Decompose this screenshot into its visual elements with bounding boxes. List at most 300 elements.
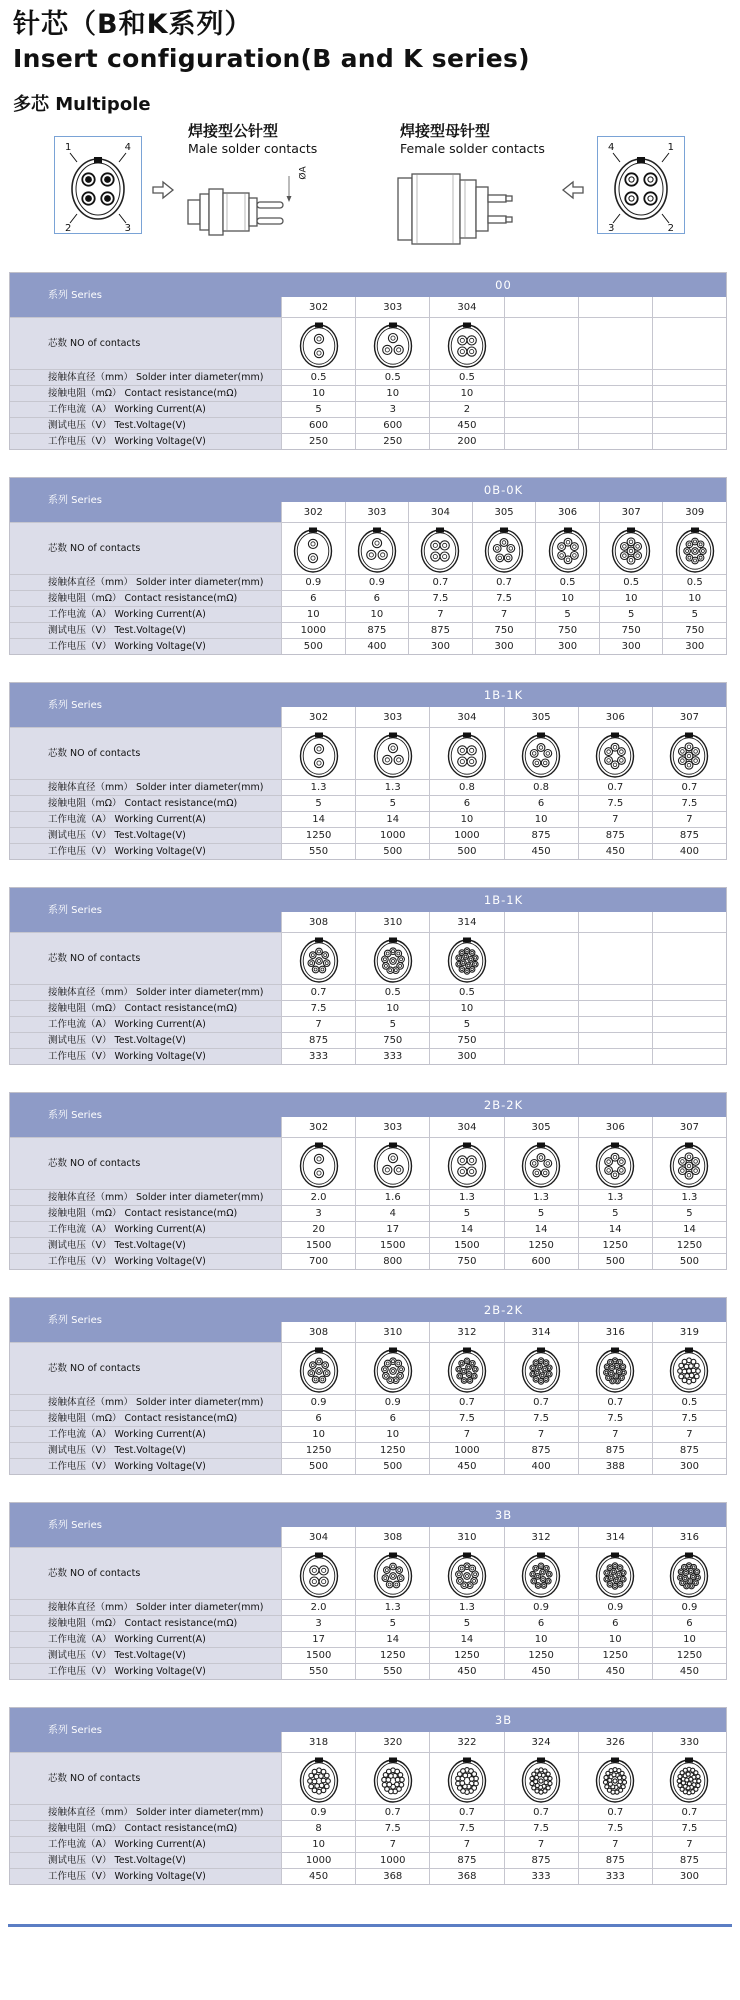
connector-face-cell xyxy=(652,728,726,779)
connector-face-icon xyxy=(298,730,340,778)
current-row xyxy=(10,1426,726,1442)
page-subtitle: 多芯 Multipole xyxy=(13,94,151,115)
test-voltage-row xyxy=(10,1032,726,1048)
value-cell: 333 xyxy=(504,1869,578,1884)
connector-face-cell xyxy=(504,318,578,369)
test-voltage-row xyxy=(10,417,726,433)
value-cell: 750 xyxy=(599,623,663,638)
value-cells xyxy=(281,844,726,859)
value-cell: 14 xyxy=(355,812,429,827)
value-cells xyxy=(281,386,726,401)
model-numbers-row xyxy=(281,297,726,317)
value-cell xyxy=(504,1017,578,1032)
connector-face-icon xyxy=(298,320,340,368)
series-row-label: 系列 Series xyxy=(10,1093,281,1137)
value-cell: 875 xyxy=(652,1443,726,1458)
value-cell: 2.0 xyxy=(281,1600,355,1615)
value-cell: 0.5 xyxy=(662,575,726,590)
value-cell: 14 xyxy=(652,1222,726,1237)
row-label: 工作电压（V） Working Voltage(V) xyxy=(10,1459,281,1474)
series-table xyxy=(9,1297,727,1475)
value-cell: 0.7 xyxy=(578,1805,652,1820)
value-cell: 10 xyxy=(429,812,503,827)
connector-face-icon xyxy=(520,730,562,778)
contacts-row xyxy=(10,932,726,984)
value-cell: 875 xyxy=(652,1853,726,1868)
model-number-cell: 305 xyxy=(472,502,536,522)
value-cell: 2.0 xyxy=(281,1190,355,1205)
value-cell xyxy=(652,1001,726,1016)
contacts-cells xyxy=(281,933,726,984)
value-cell: 10 xyxy=(355,386,429,401)
series-name: 3B xyxy=(281,1708,726,1732)
value-cell: 7 xyxy=(429,1427,503,1442)
contacts-row xyxy=(10,317,726,369)
connector-face-cell xyxy=(535,523,599,574)
model-number-cell: 314 xyxy=(504,1322,578,1342)
working-voltage-row xyxy=(10,843,726,859)
value-cell: 400 xyxy=(652,844,726,859)
connector-face-icon xyxy=(298,1140,340,1188)
working-voltage-row xyxy=(10,1048,726,1064)
connector-face-cell xyxy=(578,318,652,369)
contacts-row xyxy=(10,1342,726,1394)
value-cell: 0.9 xyxy=(281,1395,355,1410)
row-label: 接触体直径（mm） Solder inter diameter(mm) xyxy=(10,1600,281,1615)
model-numbers-row xyxy=(281,1732,726,1752)
row-label: 接触电阻（mΩ） Contact resistance(mΩ) xyxy=(10,1616,281,1631)
value-cell xyxy=(578,1033,652,1048)
value-cell: 6 xyxy=(578,1616,652,1631)
value-cells xyxy=(281,1049,726,1064)
working-voltage-row xyxy=(10,1253,726,1269)
diameter-row xyxy=(10,574,726,590)
model-number-cell: 310 xyxy=(429,1527,503,1547)
model-numbers-row xyxy=(281,1527,726,1547)
table-header-right xyxy=(281,1298,726,1342)
connector-face-cell xyxy=(652,1138,726,1189)
value-cell: 7.5 xyxy=(578,796,652,811)
value-cell: 3 xyxy=(281,1616,355,1631)
model-number-cell: 312 xyxy=(429,1322,503,1342)
connector-face-icon xyxy=(520,1140,562,1188)
value-cell: 7 xyxy=(408,607,472,622)
model-number-cell: 303 xyxy=(355,1117,429,1137)
connector-face-cell xyxy=(578,728,652,779)
value-cell: 875 xyxy=(578,1443,652,1458)
value-cells xyxy=(281,370,726,385)
model-numbers-row xyxy=(281,1322,726,1342)
connector-face-icon xyxy=(446,1755,488,1803)
resistance-row xyxy=(10,385,726,401)
value-cell: 875 xyxy=(652,828,726,843)
female-face-box xyxy=(597,136,685,234)
value-cell xyxy=(652,402,726,417)
value-cell: 875 xyxy=(281,1033,355,1048)
connector-face-cell xyxy=(504,1343,578,1394)
test-voltage-row xyxy=(10,1647,726,1663)
model-number-cell: 312 xyxy=(504,1527,578,1547)
model-number-cell: 302 xyxy=(281,707,355,727)
row-label: 工作电压（V） Working Voltage(V) xyxy=(10,1664,281,1679)
value-cell: 875 xyxy=(578,1853,652,1868)
connector-face-icon xyxy=(372,1140,414,1188)
value-cells xyxy=(281,607,726,622)
contacts-row xyxy=(10,522,726,574)
connector-face-cell xyxy=(652,1548,726,1599)
value-cell xyxy=(578,386,652,401)
connector-face-icon xyxy=(372,320,414,368)
value-cell: 1000 xyxy=(429,828,503,843)
value-cell: 1500 xyxy=(355,1238,429,1253)
value-cell: 7.5 xyxy=(429,1411,503,1426)
row-label: 接触体直径（mm） Solder inter diameter(mm) xyxy=(10,780,281,795)
row-label: 接触电阻（mΩ） Contact resistance(mΩ) xyxy=(10,1411,281,1426)
current-row xyxy=(10,1221,726,1237)
value-cell: 300 xyxy=(535,639,599,654)
value-cell: 1250 xyxy=(429,1648,503,1663)
row-label: 接触体直径（mm） Solder inter diameter(mm) xyxy=(10,370,281,385)
value-cell: 450 xyxy=(504,1664,578,1679)
value-cell: 1000 xyxy=(355,828,429,843)
value-cell: 0.7 xyxy=(429,1395,503,1410)
resistance-row xyxy=(10,795,726,811)
value-cell: 450 xyxy=(281,1869,355,1884)
table-header xyxy=(10,1708,726,1752)
diameter-row xyxy=(10,779,726,795)
value-cells xyxy=(281,1459,726,1474)
value-cell: 400 xyxy=(345,639,409,654)
connector-face-cell xyxy=(652,1753,726,1804)
contacts-cells xyxy=(281,1138,726,1189)
value-cell: 10 xyxy=(281,1837,355,1852)
row-label: 测试电压（V） Test.Voltage(V) xyxy=(10,1238,281,1253)
model-number-cell: 304 xyxy=(429,707,503,727)
value-cell: 6 xyxy=(652,1616,726,1631)
diameter-row xyxy=(10,1599,726,1615)
test-voltage-row xyxy=(10,827,726,843)
contacts-cells xyxy=(281,1343,726,1394)
value-cell: 1500 xyxy=(429,1238,503,1253)
resistance-row xyxy=(10,1615,726,1631)
value-cell: 0.9 xyxy=(652,1600,726,1615)
value-cell: 10 xyxy=(345,607,409,622)
value-cell xyxy=(652,386,726,401)
connector-face-icon xyxy=(446,1345,488,1393)
connector-face-icon xyxy=(594,1755,636,1803)
connector-face-cell xyxy=(504,728,578,779)
table-header xyxy=(10,478,726,522)
series-name: 0B-0K xyxy=(281,478,726,502)
value-cell: 10 xyxy=(504,812,578,827)
contacts-row-label: 芯数 NO of contacts xyxy=(10,1753,281,1804)
row-label: 接触体直径（mm） Solder inter diameter(mm) xyxy=(10,1395,281,1410)
model-number-cell: 306 xyxy=(578,707,652,727)
value-cell: 10 xyxy=(281,607,345,622)
series-table xyxy=(9,477,727,655)
svg-text:4: 4 xyxy=(124,142,131,153)
value-cell: 17 xyxy=(355,1222,429,1237)
series-row-label: 系列 Series xyxy=(10,888,281,932)
model-number-cell: 303 xyxy=(345,502,409,522)
connector-face-cell xyxy=(504,1548,578,1599)
connector-face-icon xyxy=(372,935,414,983)
value-cell: 750 xyxy=(535,623,599,638)
model-number-cell: 314 xyxy=(429,912,503,932)
value-cell: 7 xyxy=(578,1427,652,1442)
value-cell: 0.9 xyxy=(578,1600,652,1615)
connector-face-cell xyxy=(355,318,429,369)
value-cell: 450 xyxy=(429,1664,503,1679)
resistance-row xyxy=(10,590,726,606)
value-cell: 1.3 xyxy=(652,1190,726,1205)
series-table xyxy=(9,1502,727,1680)
series-row-label: 系列 Series xyxy=(10,273,281,317)
model-number-cell: 304 xyxy=(429,1117,503,1137)
value-cells xyxy=(281,639,726,654)
connector-face-cell xyxy=(652,318,726,369)
value-cell: 7 xyxy=(472,607,536,622)
value-cell: 0.8 xyxy=(429,780,503,795)
table-header xyxy=(10,1503,726,1547)
connector-face-icon xyxy=(292,525,334,573)
connector-face-cell xyxy=(355,1343,429,1394)
connector-face-icon xyxy=(594,1550,636,1598)
row-label: 测试电压（V） Test.Voltage(V) xyxy=(10,828,281,843)
row-label: 接触体直径（mm） Solder inter diameter(mm) xyxy=(10,575,281,590)
value-cells xyxy=(281,812,726,827)
row-label: 接触体直径（mm） Solder inter diameter(mm) xyxy=(10,1805,281,1820)
value-cell: 300 xyxy=(652,1459,726,1474)
value-cell: 1.3 xyxy=(355,1600,429,1615)
contacts-cells xyxy=(281,523,726,574)
value-cell: 5 xyxy=(599,607,663,622)
row-label: 工作电流（A） Working Current(A) xyxy=(10,1837,281,1852)
value-cells xyxy=(281,1427,726,1442)
value-cell: 0.5 xyxy=(652,1395,726,1410)
value-cell: 0.7 xyxy=(355,1805,429,1820)
svg-text:2: 2 xyxy=(667,223,674,233)
value-cell: 0.7 xyxy=(281,985,355,1000)
value-cell: 500 xyxy=(652,1254,726,1269)
current-row xyxy=(10,1631,726,1647)
value-cell xyxy=(504,418,578,433)
value-cell: 1000 xyxy=(281,623,345,638)
value-cell xyxy=(578,1001,652,1016)
value-cells xyxy=(281,1821,726,1836)
row-label: 工作电流（A） Working Current(A) xyxy=(10,1017,281,1032)
value-cell: 7.5 xyxy=(652,1821,726,1836)
value-cell: 200 xyxy=(429,434,503,449)
value-cell xyxy=(652,1033,726,1048)
diameter-row xyxy=(10,1189,726,1205)
value-cell: 1250 xyxy=(504,1238,578,1253)
value-cell: 0.8 xyxy=(504,780,578,795)
value-cell: 1250 xyxy=(578,1238,652,1253)
value-cell: 7 xyxy=(504,1837,578,1852)
table-header xyxy=(10,273,726,317)
value-cell: 750 xyxy=(429,1033,503,1048)
model-number-cell: 314 xyxy=(578,1527,652,1547)
connector-face-icon xyxy=(446,1140,488,1188)
series-name: 00 xyxy=(281,273,726,297)
value-cells xyxy=(281,1206,726,1221)
connector-face-icon xyxy=(372,1755,414,1803)
value-cell: 300 xyxy=(472,639,536,654)
value-cells xyxy=(281,1222,726,1237)
table-header-right xyxy=(281,1708,726,1752)
model-number-cell xyxy=(578,297,652,317)
connector-face-icon xyxy=(298,935,340,983)
value-cell: 450 xyxy=(652,1664,726,1679)
model-number-cell: 330 xyxy=(652,1732,726,1752)
row-label: 接触电阻（mΩ） Contact resistance(mΩ) xyxy=(10,591,281,606)
value-cells xyxy=(281,418,726,433)
connector-face-cell xyxy=(429,933,503,984)
contacts-row xyxy=(10,1137,726,1189)
value-cell xyxy=(578,370,652,385)
working-voltage-row xyxy=(10,638,726,654)
connector-face-cell xyxy=(504,1138,578,1189)
value-cell: 14 xyxy=(578,1222,652,1237)
model-number-cell xyxy=(652,297,726,317)
value-cell: 875 xyxy=(504,1853,578,1868)
female-label-en: Female solder contacts xyxy=(400,141,545,156)
value-cell: 550 xyxy=(281,844,355,859)
connector-face-icon xyxy=(520,1550,562,1598)
value-cells xyxy=(281,1411,726,1426)
value-cell: 7.5 xyxy=(355,1821,429,1836)
connector-face-cell xyxy=(578,1753,652,1804)
male-label-en: Male solder contacts xyxy=(188,141,318,156)
connector-face-cell xyxy=(281,933,355,984)
table-header-right xyxy=(281,273,726,317)
value-cell: 0.7 xyxy=(504,1805,578,1820)
row-label: 工作电流（A） Working Current(A) xyxy=(10,402,281,417)
value-cells xyxy=(281,796,726,811)
value-cells xyxy=(281,1853,726,1868)
connector-face-cell xyxy=(599,523,663,574)
value-cell: 8 xyxy=(281,1821,355,1836)
value-cell: 1.3 xyxy=(429,1600,503,1615)
value-cell xyxy=(652,1017,726,1032)
value-cell: 0.9 xyxy=(355,1395,429,1410)
series-name: 1B-1K xyxy=(281,683,726,707)
value-cells xyxy=(281,1238,726,1253)
connector-face-icon xyxy=(446,730,488,778)
value-cells xyxy=(281,1869,726,1884)
value-cell: 10 xyxy=(281,386,355,401)
value-cell: 7 xyxy=(578,812,652,827)
series-name: 3B xyxy=(281,1503,726,1527)
connector-face-icon xyxy=(674,525,716,573)
current-row xyxy=(10,606,726,622)
value-cell: 450 xyxy=(578,844,652,859)
value-cell: 1500 xyxy=(281,1238,355,1253)
contacts-row xyxy=(10,1752,726,1804)
connector-face-icon xyxy=(594,730,636,778)
row-label: 测试电压（V） Test.Voltage(V) xyxy=(10,623,281,638)
value-cell: 2 xyxy=(429,402,503,417)
model-number-cell: 305 xyxy=(504,707,578,727)
value-cell: 0.5 xyxy=(355,370,429,385)
connector-face-cell xyxy=(355,728,429,779)
svg-text:1: 1 xyxy=(667,142,674,153)
value-cell: 1.3 xyxy=(355,780,429,795)
value-cell: 5 xyxy=(281,796,355,811)
value-cell: 1000 xyxy=(355,1853,429,1868)
value-cell xyxy=(504,386,578,401)
value-cell: 5 xyxy=(281,402,355,417)
value-cell: 300 xyxy=(662,639,726,654)
value-cell: 14 xyxy=(429,1222,503,1237)
value-cell: 7.5 xyxy=(429,1821,503,1836)
value-cell: 7 xyxy=(652,812,726,827)
value-cell: 10 xyxy=(429,386,503,401)
row-label: 工作电压（V） Working Voltage(V) xyxy=(10,1869,281,1884)
value-cell: 14 xyxy=(429,1632,503,1647)
value-cell: 5 xyxy=(662,607,726,622)
value-cells xyxy=(281,780,726,795)
value-cell: 6 xyxy=(281,591,345,606)
value-cell: 5 xyxy=(652,1206,726,1221)
value-cell: 7 xyxy=(429,1837,503,1852)
value-cell: 300 xyxy=(429,1049,503,1064)
connector-face-icon xyxy=(520,1345,562,1393)
value-cell: 800 xyxy=(355,1254,429,1269)
female-face-icon xyxy=(598,137,684,233)
connector-face-icon xyxy=(594,1140,636,1188)
value-cell: 4 xyxy=(355,1206,429,1221)
value-cells xyxy=(281,828,726,843)
model-number-cell: 303 xyxy=(355,297,429,317)
value-cell: 500 xyxy=(578,1254,652,1269)
model-number-cell: 304 xyxy=(281,1527,355,1547)
working-voltage-row xyxy=(10,1663,726,1679)
connector-face-cell xyxy=(281,728,355,779)
value-cell: 368 xyxy=(429,1869,503,1884)
value-cell: 5 xyxy=(578,1206,652,1221)
value-cell: 10 xyxy=(355,1427,429,1442)
value-cells xyxy=(281,1395,726,1410)
test-voltage-row xyxy=(10,1442,726,1458)
value-cells xyxy=(281,1017,726,1032)
value-cells xyxy=(281,1443,726,1458)
row-label: 工作电压（V） Working Voltage(V) xyxy=(10,844,281,859)
model-number-cell xyxy=(578,912,652,932)
model-numbers-row xyxy=(281,502,726,522)
resistance-row xyxy=(10,1820,726,1836)
value-cell: 1.3 xyxy=(281,780,355,795)
female-label-zh: 焊接型母针型 xyxy=(400,122,491,140)
value-cells xyxy=(281,591,726,606)
connector-face-cell xyxy=(429,1548,503,1599)
value-cell: 1500 xyxy=(281,1648,355,1663)
value-cell: 368 xyxy=(355,1869,429,1884)
contacts-row-label: 芯数 NO of contacts xyxy=(10,933,281,984)
value-cell: 400 xyxy=(504,1459,578,1474)
value-cell: 0.7 xyxy=(472,575,536,590)
connector-face-icon xyxy=(372,1345,414,1393)
model-number-cell: 318 xyxy=(281,1732,355,1752)
connector-face-icon xyxy=(668,1140,710,1188)
model-number-cell xyxy=(652,912,726,932)
contacts-row xyxy=(10,727,726,779)
value-cells xyxy=(281,1664,726,1679)
value-cells xyxy=(281,985,726,1000)
value-cell: 1250 xyxy=(652,1648,726,1663)
value-cell: 0.5 xyxy=(355,985,429,1000)
